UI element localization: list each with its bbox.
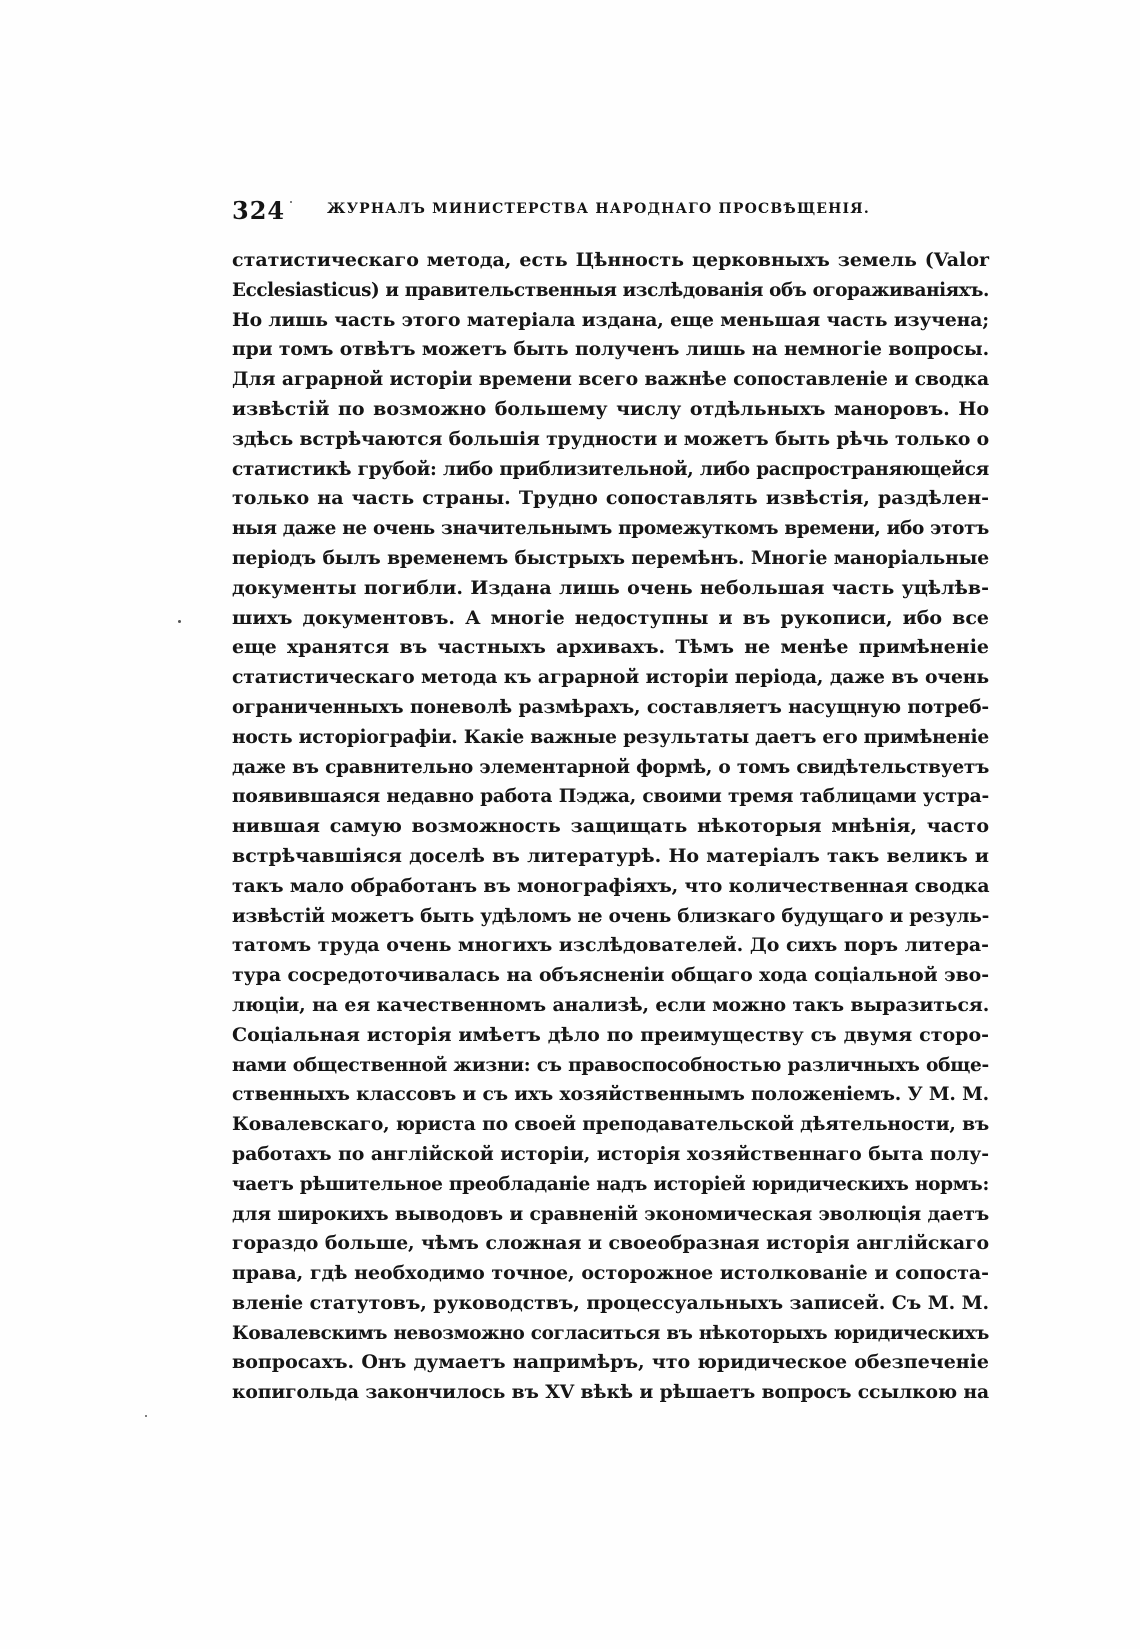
text-line: чаетъ рѣшительное преобладаніе надъ исторіей юридическихъ нормъ:: [232, 1173, 989, 1195]
text-line: статистическаго метода, есть Цѣнность церковныхъ земель (Valor: [232, 249, 989, 271]
text-line: документы погибли. Издана лишь очень небольшая часть уцѣлѣв-: [232, 576, 989, 599]
text-line: шихъ документовъ. А многіе недоступны и въ рукописи, ибо все: [232, 606, 989, 629]
text-line: тура сосредоточивалась на объясненіи общаго хода соціальной эво-: [232, 964, 989, 987]
page-number: 324: [232, 196, 286, 225]
text-line: извѣстій можетъ быть удѣломъ не очень близкаго будущаго и резуль-: [232, 905, 989, 927]
text-line: Ecclesiasticus) и правительственныя изслѣдованія объ огораживаніяхъ.: [232, 279, 989, 301]
text-line: Для аграрной исторіи времени всего важнѣе сопоставленіе и сводка: [232, 368, 989, 391]
text-line: вопросахъ. Онъ думаетъ напримѣръ, что юридическое обезпеченіе: [232, 1351, 989, 1374]
text-line: только на часть страны. Трудно сопоставлять извѣстія, раздѣлен-: [232, 487, 989, 510]
running-head: ЖУРНАЛЪ МИНИСТЕРСТВА НАРОДНАГО ПРОСВѢЩЕНІЯ.: [327, 201, 870, 217]
text-line: ственныхъ классовъ и съ ихъ хозяйственнымъ положеніемъ. У М. М.: [232, 1083, 989, 1106]
text-line: даже въ сравнительно элементарной формѣ, о томъ свидѣтельствуетъ: [232, 756, 989, 778]
scan-speck: [290, 201, 292, 203]
text-line: здѣсь встрѣчаются большія трудности и можетъ быть рѣчь только о: [232, 427, 989, 450]
text-line: появившаяся недавно работа Пэджа, своими тремя таблицами устра-: [232, 786, 989, 808]
text-line: вленіе статутовъ, руководствъ, процессуальныхъ записей. Съ М. М.: [232, 1291, 989, 1314]
text-line: ограниченныхъ поневолѣ размѣрахъ, составляетъ насущную потреб-: [232, 695, 989, 718]
text-line: періодъ былъ временемъ быстрыхъ перемѣнъ. Многіе маноріальные: [232, 546, 989, 569]
text-line: для широкихъ выводовъ и сравненій экономическая эволюція даетъ: [232, 1202, 989, 1225]
text-line: такъ мало обработанъ въ монографіяхъ, что количественная сводка: [232, 874, 990, 897]
text-line: нами общественной жизни: съ правоспособностью различныхъ обще-: [232, 1054, 989, 1076]
text-line: татомъ труда очень многихъ изслѣдователей. До сихъ поръ литера-: [232, 934, 989, 957]
text-line: работахъ по англійской исторіи, исторія хозяйственнаго быта полу-: [232, 1142, 989, 1165]
text-line: копигольда закончилось въ XV вѣкѣ и рѣшаетъ вопросъ ссылкою на: [232, 1381, 989, 1404]
text-line: еще хранятся въ частныхъ архивахъ. Тѣмъ не менѣе примѣненіе: [232, 636, 989, 659]
text-line: Соціальная исторія имѣетъ дѣло по преимуществу съ двумя сторо-: [232, 1023, 989, 1046]
text-line: ныя даже не очень значительнымъ промежуткомъ времени, ибо этотъ: [232, 518, 989, 540]
text-line: встрѣчавшіяся доселѣ въ литературѣ. Но матеріалъ такъ великъ и: [232, 844, 989, 867]
scan-speck: [178, 620, 181, 623]
text-line: извѣстій по возможно большему числу отдѣльныхъ маноровъ. Но: [232, 397, 989, 420]
text-line: Ковалевскимъ невозможно согласиться въ нѣкоторыхъ юридическихъ: [232, 1322, 989, 1344]
text-line: гораздо больше, чѣмъ сложная и своеобразная исторія англійскаго: [232, 1232, 989, 1255]
text-line: нившая самую возможность защищать нѣкоторыя мнѣнія, часто: [232, 815, 989, 838]
text-line: права, гдѣ необходимо точное, осторожное истолкованіе и сопоста-: [232, 1262, 989, 1285]
text-line: ность исторіографіи. Какіе важные результаты даетъ его примѣненіе: [232, 726, 989, 748]
text-line: люціи, на ея качественномъ анализѣ, если можно такъ выразиться.: [232, 993, 990, 1016]
body-text: [232, 246, 989, 1408]
text-line: при томъ отвѣтъ можетъ быть полученъ лишь на немногіе вопросы.: [232, 338, 989, 361]
page-header: [232, 196, 888, 226]
scan-speck: [145, 1415, 147, 1417]
text-line: Ковалевскаго, юриста по своей преподавательской дѣятельности, въ: [232, 1113, 989, 1136]
text-line: статистическаго метода къ аграрной исторіи періода, даже въ очень: [232, 666, 989, 689]
text-line: статистикѣ грубой: либо приблизительной, либо распространяющейся: [232, 458, 989, 480]
text-line: Но лишь часть этого матеріала издана, еще меньшая часть изучена;: [232, 308, 989, 331]
